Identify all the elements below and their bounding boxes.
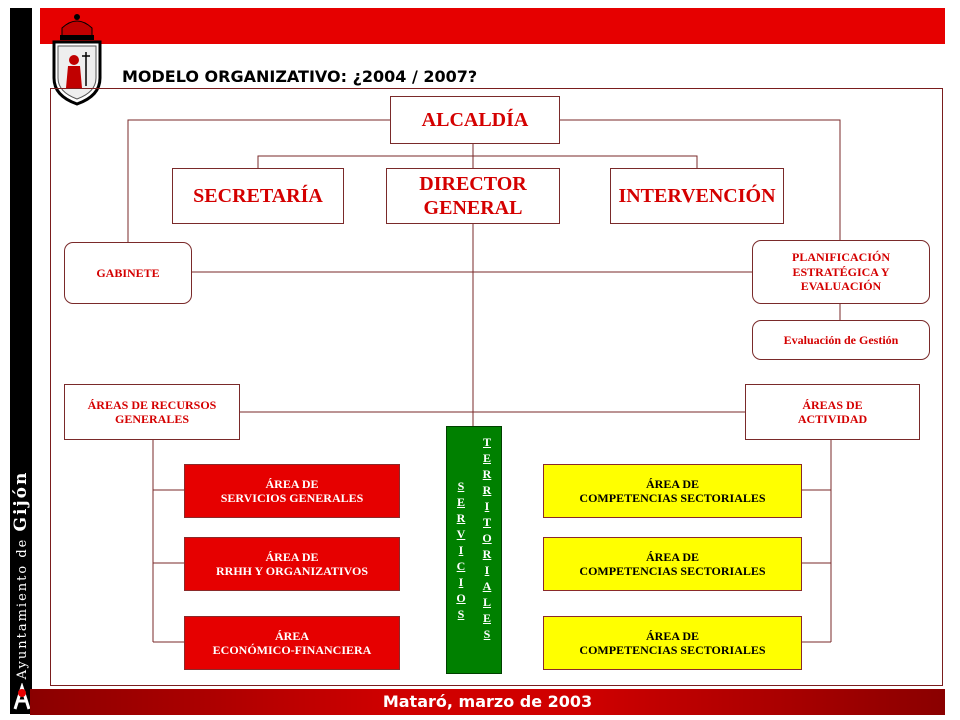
vertical-letter: E [482,451,491,465]
red-area-line2: RRHH Y ORGANIZATIVOS [216,564,368,578]
vertical-letter: T [482,435,491,449]
evaluacion-label: Evaluación de Gestión [783,332,899,347]
alcaldia-label: ALCALDÍA [421,109,529,131]
planificacion-line1: PLANIFICACIÓN [791,250,890,265]
yellow-area-line1: ÁREA DE [645,476,699,491]
vertical-letter: O [456,591,466,605]
intervencion-box [610,168,784,224]
gabinete-label: GABINETE [96,265,160,280]
vertical-letter: S [483,627,491,641]
vertical-letter: E [456,495,465,509]
servicios-vertical-label [455,478,467,622]
vertical-letter: V [456,527,466,541]
director-line1: DIRECTOR [419,173,527,195]
area-servicios-generales-box [184,464,400,518]
vertical-letter: I [484,499,490,513]
page-title: MODELO ORGANIZATIVO: ¿2004 / 2007? [122,67,478,86]
red-area-line2: SERVICIOS GENERALES [220,491,364,505]
actividad-line2: ACTIVIDAD [797,412,868,426]
vertical-letter: I [458,543,464,557]
vertical-letter: I [484,563,490,577]
evaluacion-gestion-box [752,320,930,360]
vertical-letter: E [482,611,491,625]
vertical-letter: C [456,559,466,573]
area-competencias-sectoriales-box [543,464,802,518]
yellow-area-line2: COMPETENCIAS SECTORIALES [579,491,766,505]
intervencion-label: INTERVENCIÓN [618,185,776,207]
secretaria-box [172,168,344,224]
yellow-area-line2: COMPETENCIAS SECTORIALES [579,564,766,578]
recursos-line2: GENERALES [114,412,190,426]
red-area-line1: ÁREA DE [265,476,319,491]
vertical-letter: R [482,483,492,497]
area-rrhh-box [184,537,400,591]
vertical-letter: R [482,467,492,481]
area-competencias-sectoriales-box [543,537,802,591]
red-area-line2: ECONÓMICO-FINANCIERA [212,643,372,657]
yellow-area-line1: ÁREA DE [645,549,699,564]
secretaria-label: SECRETARÍA [193,185,323,207]
planificacion-line3: EVALUACIÓN [800,279,882,294]
actividad-line1: ÁREAS DE [802,397,863,412]
areas-actividad-box [745,384,920,440]
vertical-letter: I [458,575,464,589]
footer-caption: Mataró, marzo de 2003 [382,692,593,711]
red-area-line1: ÁREA [274,628,309,643]
vertical-letter: L [482,595,491,609]
sidebar-text-city: Gijón [11,470,31,532]
yellow-area-line1: ÁREA DE [645,628,699,643]
vertical-letter: R [482,547,492,561]
vertical-letter: A [482,579,492,593]
areas-recursos-box [64,384,240,440]
gabinete-box [64,242,192,304]
director-line2: GENERAL [423,197,523,219]
red-area-line1: ÁREA DE [265,549,319,564]
recursos-line1: ÁREAS DE RECURSOS [87,397,217,412]
vertical-letter: T [482,515,491,529]
vertical-letter: O [482,531,492,545]
yellow-area-line2: COMPETENCIAS SECTORIALES [579,643,766,657]
planificacion-box [752,240,930,304]
director-general-box [386,168,560,224]
area-competencias-sectoriales-box [543,616,802,670]
planificacion-line2: ESTRATÉGICA Y [792,264,890,279]
vertical-letter: R [456,511,466,525]
area-economico-financiera-box [184,616,400,670]
territoriales-vertical-label [481,434,493,642]
sidebar-text-prefix: Ayuntamiento de [15,537,30,680]
vertical-letter: S [457,479,465,493]
vertical-letter: S [457,607,465,621]
alcaldia-box [390,96,560,144]
